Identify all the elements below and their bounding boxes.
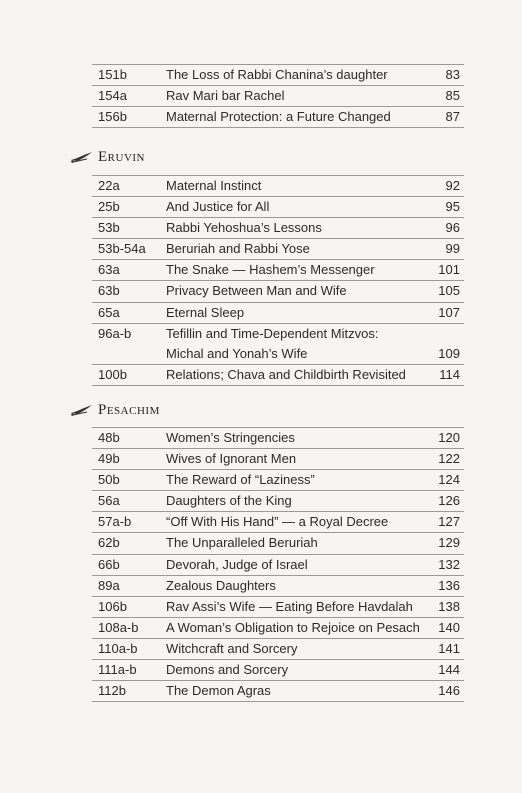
folio-ref: 106b bbox=[98, 598, 127, 614]
page-number: 132 bbox=[438, 556, 460, 572]
toc-table-continued bbox=[92, 64, 464, 128]
page-number: 105 bbox=[438, 283, 460, 299]
folio-ref: 151b bbox=[98, 67, 127, 82]
folio-ref: 96a-b bbox=[98, 325, 132, 341]
folio-ref: 66b bbox=[98, 556, 120, 572]
entry-title: Women’s Stringencies bbox=[166, 430, 295, 445]
toc-row bbox=[92, 427, 464, 449]
page-number: 144 bbox=[438, 662, 460, 678]
folio-ref: 62b bbox=[98, 535, 120, 551]
entry-title: Rav Assi’s Wife — Eating Before Havdalah bbox=[166, 598, 413, 614]
page-number: 83 bbox=[445, 67, 460, 82]
toc-row bbox=[92, 618, 464, 639]
toc-row bbox=[92, 281, 464, 302]
page-number: 92 bbox=[445, 178, 460, 193]
entry-title: Beruriah and Rabbi Yose bbox=[166, 241, 310, 257]
entry-title: Rav Mari bar Rachel bbox=[166, 88, 285, 104]
entry-title: The Demon Agras bbox=[166, 683, 271, 699]
folio-ref: 25b bbox=[98, 199, 120, 215]
folio-ref: 53b bbox=[98, 220, 120, 236]
page-number: 146 bbox=[438, 683, 460, 699]
entry-title: The Unparalleled Beruriah bbox=[166, 535, 318, 551]
entry-title: Rabbi Yehoshua’s Lessons bbox=[166, 220, 322, 236]
folio-ref: 49b bbox=[98, 451, 120, 467]
page-number: 127 bbox=[438, 514, 460, 530]
section-heading-eruvin bbox=[70, 147, 145, 167]
toc-table-pesachim bbox=[92, 427, 464, 702]
entry-title: Witchcraft and Sorcery bbox=[166, 640, 298, 656]
entry-title: Privacy Between Man and Wife bbox=[166, 283, 347, 299]
page-number: 126 bbox=[438, 493, 460, 509]
folio-ref: 108a-b bbox=[98, 619, 139, 635]
section-heading-pesachim bbox=[70, 400, 160, 420]
entry-title: Maternal Protection: a Future Changed bbox=[166, 109, 391, 125]
page-number: 96 bbox=[445, 220, 460, 236]
quill-pen-icon bbox=[70, 150, 94, 164]
entry-title: Michal and Yonah’s Wife bbox=[166, 345, 308, 361]
page-number: 129 bbox=[438, 535, 460, 551]
page-number: 109 bbox=[438, 345, 460, 361]
quill-pen-icon bbox=[70, 403, 94, 417]
folio-ref: 111a-b bbox=[98, 662, 137, 678]
toc-row bbox=[92, 470, 464, 491]
page-number: 85 bbox=[445, 88, 460, 104]
entry-title: Wives of Ignorant Men bbox=[166, 451, 297, 467]
page-number: 140 bbox=[438, 619, 460, 635]
page-number: 124 bbox=[438, 472, 460, 488]
toc-row bbox=[92, 239, 464, 260]
page-number: 107 bbox=[438, 304, 460, 320]
entry-title: And Justice for All bbox=[166, 199, 270, 215]
toc-row bbox=[92, 175, 464, 197]
toc-row bbox=[92, 660, 464, 681]
toc-row bbox=[92, 197, 464, 218]
folio-ref: 22a bbox=[98, 178, 120, 193]
toc-row bbox=[92, 449, 464, 470]
folio-ref: 57a-b bbox=[98, 514, 132, 530]
toc-row bbox=[92, 303, 464, 324]
section-title: Pesachim bbox=[98, 401, 160, 418]
entry-title: A Woman’s Obligation to Rejoice on Pesach bbox=[166, 619, 420, 635]
toc-row bbox=[92, 681, 464, 702]
folio-ref: 154a bbox=[98, 88, 127, 104]
page-number: 95 bbox=[445, 199, 460, 215]
toc-row bbox=[92, 597, 464, 618]
toc-row bbox=[92, 86, 464, 107]
folio-ref: 63b bbox=[98, 283, 120, 299]
entry-title: The Snake — Hashem’s Messenger bbox=[166, 262, 375, 278]
entry-title: Devorah, Judge of Israel bbox=[166, 556, 308, 572]
toc-row bbox=[92, 555, 464, 576]
page-number: 87 bbox=[445, 109, 460, 125]
toc-row bbox=[92, 260, 464, 281]
entry-title: Relations; Chava and Childbirth Revisited bbox=[166, 366, 406, 382]
toc-row bbox=[92, 218, 464, 239]
folio-ref: 112b bbox=[98, 683, 126, 699]
folio-ref: 156b bbox=[98, 109, 127, 125]
toc-row bbox=[92, 491, 464, 512]
folio-ref: 48b bbox=[98, 430, 120, 445]
entry-title: Demons and Sorcery bbox=[166, 662, 289, 678]
folio-ref: 53b-54a bbox=[98, 241, 146, 257]
folio-ref: 63a bbox=[98, 262, 120, 278]
folio-ref: 56a bbox=[98, 493, 120, 509]
toc-table-eruvin bbox=[92, 175, 464, 386]
entry-title: The Reward of “Laziness” bbox=[166, 472, 315, 488]
page-number: 138 bbox=[438, 598, 460, 614]
toc-row bbox=[92, 365, 464, 386]
page-number: 101 bbox=[438, 262, 460, 278]
page-number: 136 bbox=[438, 577, 460, 593]
page-number: 122 bbox=[438, 451, 460, 467]
toc-row bbox=[92, 533, 464, 554]
folio-ref: 65a bbox=[98, 304, 120, 320]
toc-row bbox=[92, 639, 464, 660]
toc-row bbox=[92, 512, 464, 533]
entry-title: Tefillin and Time-Dependent Mitzvos: bbox=[166, 325, 379, 341]
entry-title: Maternal Instinct bbox=[166, 178, 262, 193]
section-title: Eruvin bbox=[98, 148, 145, 165]
folio-ref: 89a bbox=[98, 577, 120, 593]
folio-ref: 50b bbox=[98, 472, 120, 488]
page-number: 114 bbox=[439, 366, 460, 382]
toc-row bbox=[92, 64, 464, 86]
toc-row-continuation bbox=[92, 344, 464, 365]
toc-row bbox=[92, 324, 464, 344]
toc-row bbox=[92, 107, 464, 128]
entry-title: The Loss of Rabbi Chanina’s daughter bbox=[166, 67, 388, 82]
toc-row bbox=[92, 576, 464, 597]
page-number: 141 bbox=[438, 640, 460, 656]
entry-title: Eternal Sleep bbox=[166, 304, 245, 320]
folio-ref: 100b bbox=[98, 366, 127, 382]
page-number: 120 bbox=[438, 430, 460, 445]
entry-title: Zealous Daughters bbox=[166, 577, 276, 593]
folio-ref: 110a-b bbox=[98, 640, 138, 656]
page-number: 99 bbox=[445, 241, 460, 257]
entry-title: Daughters of the King bbox=[166, 493, 292, 509]
entry-title: “Off With His Hand” — a Royal Decree bbox=[166, 514, 389, 530]
